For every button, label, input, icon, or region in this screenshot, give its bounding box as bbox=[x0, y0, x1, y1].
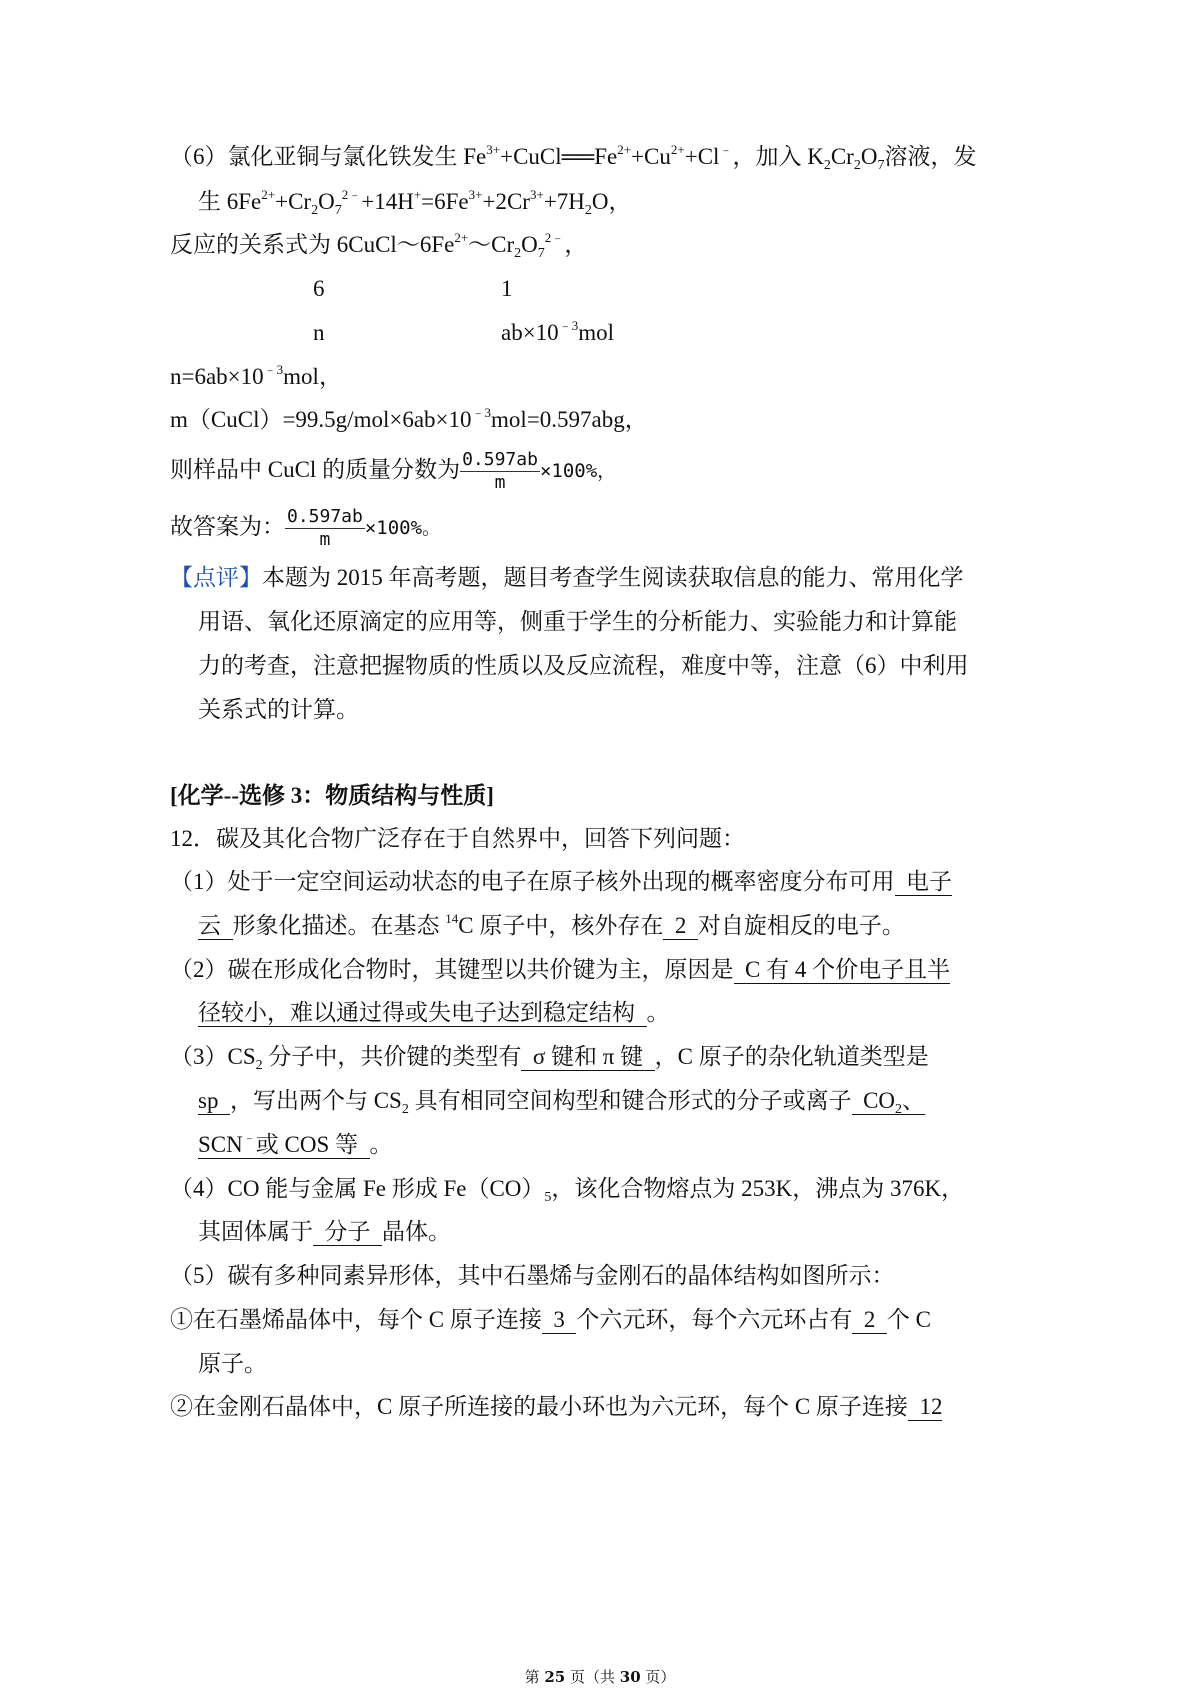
ratio-right-top: 1 bbox=[501, 276, 513, 301]
question-part-1: （1）处于一定空间运动状态的电子在原子核外出现的概率密度分布可用 电子 bbox=[170, 869, 952, 894]
question-part-5-2: ②在金刚石晶体中，C 原子所连接的最小环也为六元环，每个 C 原子连接 12 bbox=[170, 1394, 943, 1419]
question-part-2: （2）碳在形成化合物时，其键型以共价键为主，原因是 C 有 4 个价电子且半 bbox=[170, 957, 951, 982]
answer-blank: SCN﹣或 COS 等 bbox=[198, 1130, 370, 1157]
question-part-5-1: ①在石墨烯晶体中，每个 C 原子连接 3 个六元环，每个六元环占有 2 个 C bbox=[170, 1307, 931, 1332]
ratio-left-bottom: n bbox=[313, 320, 325, 345]
question-part-3-cont: SCN﹣或 COS 等 。 bbox=[198, 1130, 393, 1157]
fraction: $\frac{0.597ab}{m}$ bbox=[287, 506, 363, 551]
page-footer: 第 25 页（共 30 页） bbox=[524, 1668, 676, 1686]
answer-blank: σ 键和 π 键 bbox=[521, 1044, 655, 1069]
fraction: $\frac{0.597ab}{m}$ bbox=[462, 449, 538, 494]
solution-line: （6）氯化亚铜与氯化铁发生 $Fe^{3+}+CuCl══Fe^{2+}+Cu^{2+}+Cl^﹣$，加入 $K_2Cr_2O_7$溶液，发 bbox=[170, 142, 977, 173]
ratio-right-bottom: $ab\times 10^{﹣3}mol$ bbox=[501, 318, 614, 345]
question-part-5-1-cont: 原子。 bbox=[198, 1351, 267, 1376]
answer-blank: 2 bbox=[663, 913, 698, 938]
answer-blank: 2 bbox=[852, 1307, 887, 1332]
question-part-2-cont: 径较小，难以通过得或失电子达到稳定结构 。 bbox=[198, 1000, 670, 1025]
section-title: [化学--选修 3：物质结构与性质] bbox=[170, 783, 494, 808]
comment-tag: 【点评】 bbox=[170, 565, 262, 590]
answer-blank: 3 bbox=[541, 1307, 577, 1332]
answer-blank: 云 bbox=[198, 913, 233, 938]
answer-blank: C 有 4 个价电子且半 bbox=[733, 957, 951, 982]
question-part-4: （4）CO 能与金属 Fe 形成 $Fe(CO)_5$，该化合物熔点为 253K，沸点为 376K， bbox=[170, 1176, 965, 1205]
answer-blank: 分子 bbox=[313, 1219, 382, 1244]
n-result-line: $n=6ab\times 10^{﹣3}mol$， bbox=[170, 362, 342, 389]
answer-blank: 径较小，难以通过得或失电子达到稳定结构 bbox=[198, 1000, 647, 1025]
fraction-line: 则样品中 CuCl 的质量分数为 $\frac{0.597ab}{m}$ ×100%， bbox=[170, 449, 617, 494]
question-part-5: （5）碳有多种同素异形体，其中石墨烯与金刚石的晶体结构如图所示： bbox=[170, 1263, 895, 1288]
comment-line: 用语、氧化还原滴定的应用等，侧重于学生的分析能力、实验能力和计算能 bbox=[198, 609, 957, 634]
comment-line: 关系式的计算。 bbox=[198, 697, 359, 722]
answer-blank: 电子 bbox=[894, 869, 952, 894]
question-part-3: $(3)CS_2$ 分子中，共价键的类型有 σ 键和 π 键 ，C 原子的杂化轨道类型是 bbox=[170, 1044, 929, 1073]
comment-line: 【点评】本题为 2015 年高考题，题目考查学生阅读获取信息的能力、常用化学 bbox=[170, 565, 964, 590]
question-part-4-cont: 其固体属于 分子 晶体。 bbox=[198, 1219, 451, 1244]
question-part-1-cont: 云 形象化描述。在基态 $^{14}$C 原子中，核外存在 2 对自旋相反的电子。 bbox=[198, 911, 905, 938]
solution-line: 生 $6Fe^{2+}+Cr_2O_7^{2﹣}+14H^+=6Fe^{3+}+2Cr^{3+}+7H_2O$， bbox=[198, 187, 632, 218]
mass-line: $m(CuCl)=99.5g/mol\times 6ab\times 10^{﹣3}mol=0.597abg$， bbox=[170, 405, 648, 432]
question-stem: 12．碳及其化合物广泛存在于自然界中，回答下列问题： bbox=[170, 826, 745, 851]
answer-blank: sp bbox=[198, 1088, 230, 1113]
relation-line: 反应的关系式为 $6CuCl\sim 6Fe^{2+}\sim Cr_2O_7^{2﹣}$， bbox=[170, 230, 588, 261]
answer-blank: $CO_2$、 bbox=[851, 1088, 926, 1117]
ratio-left-top: 6 bbox=[313, 276, 325, 301]
comment-line: 力的考查，注意把握物质的性质以及反应流程，难度中等，注意（6）中利用 bbox=[198, 653, 969, 678]
question-part-3-cont: sp ，写出两个与 $CS_2$ 具有相同空间构型和键合形式的分子或离子 $CO_2$、 bbox=[198, 1088, 926, 1117]
answer-blank: 12 bbox=[907, 1394, 943, 1419]
answer-line: 故答案为： $\frac{0.597ab}{m}$ ×100%。 bbox=[170, 506, 442, 551]
